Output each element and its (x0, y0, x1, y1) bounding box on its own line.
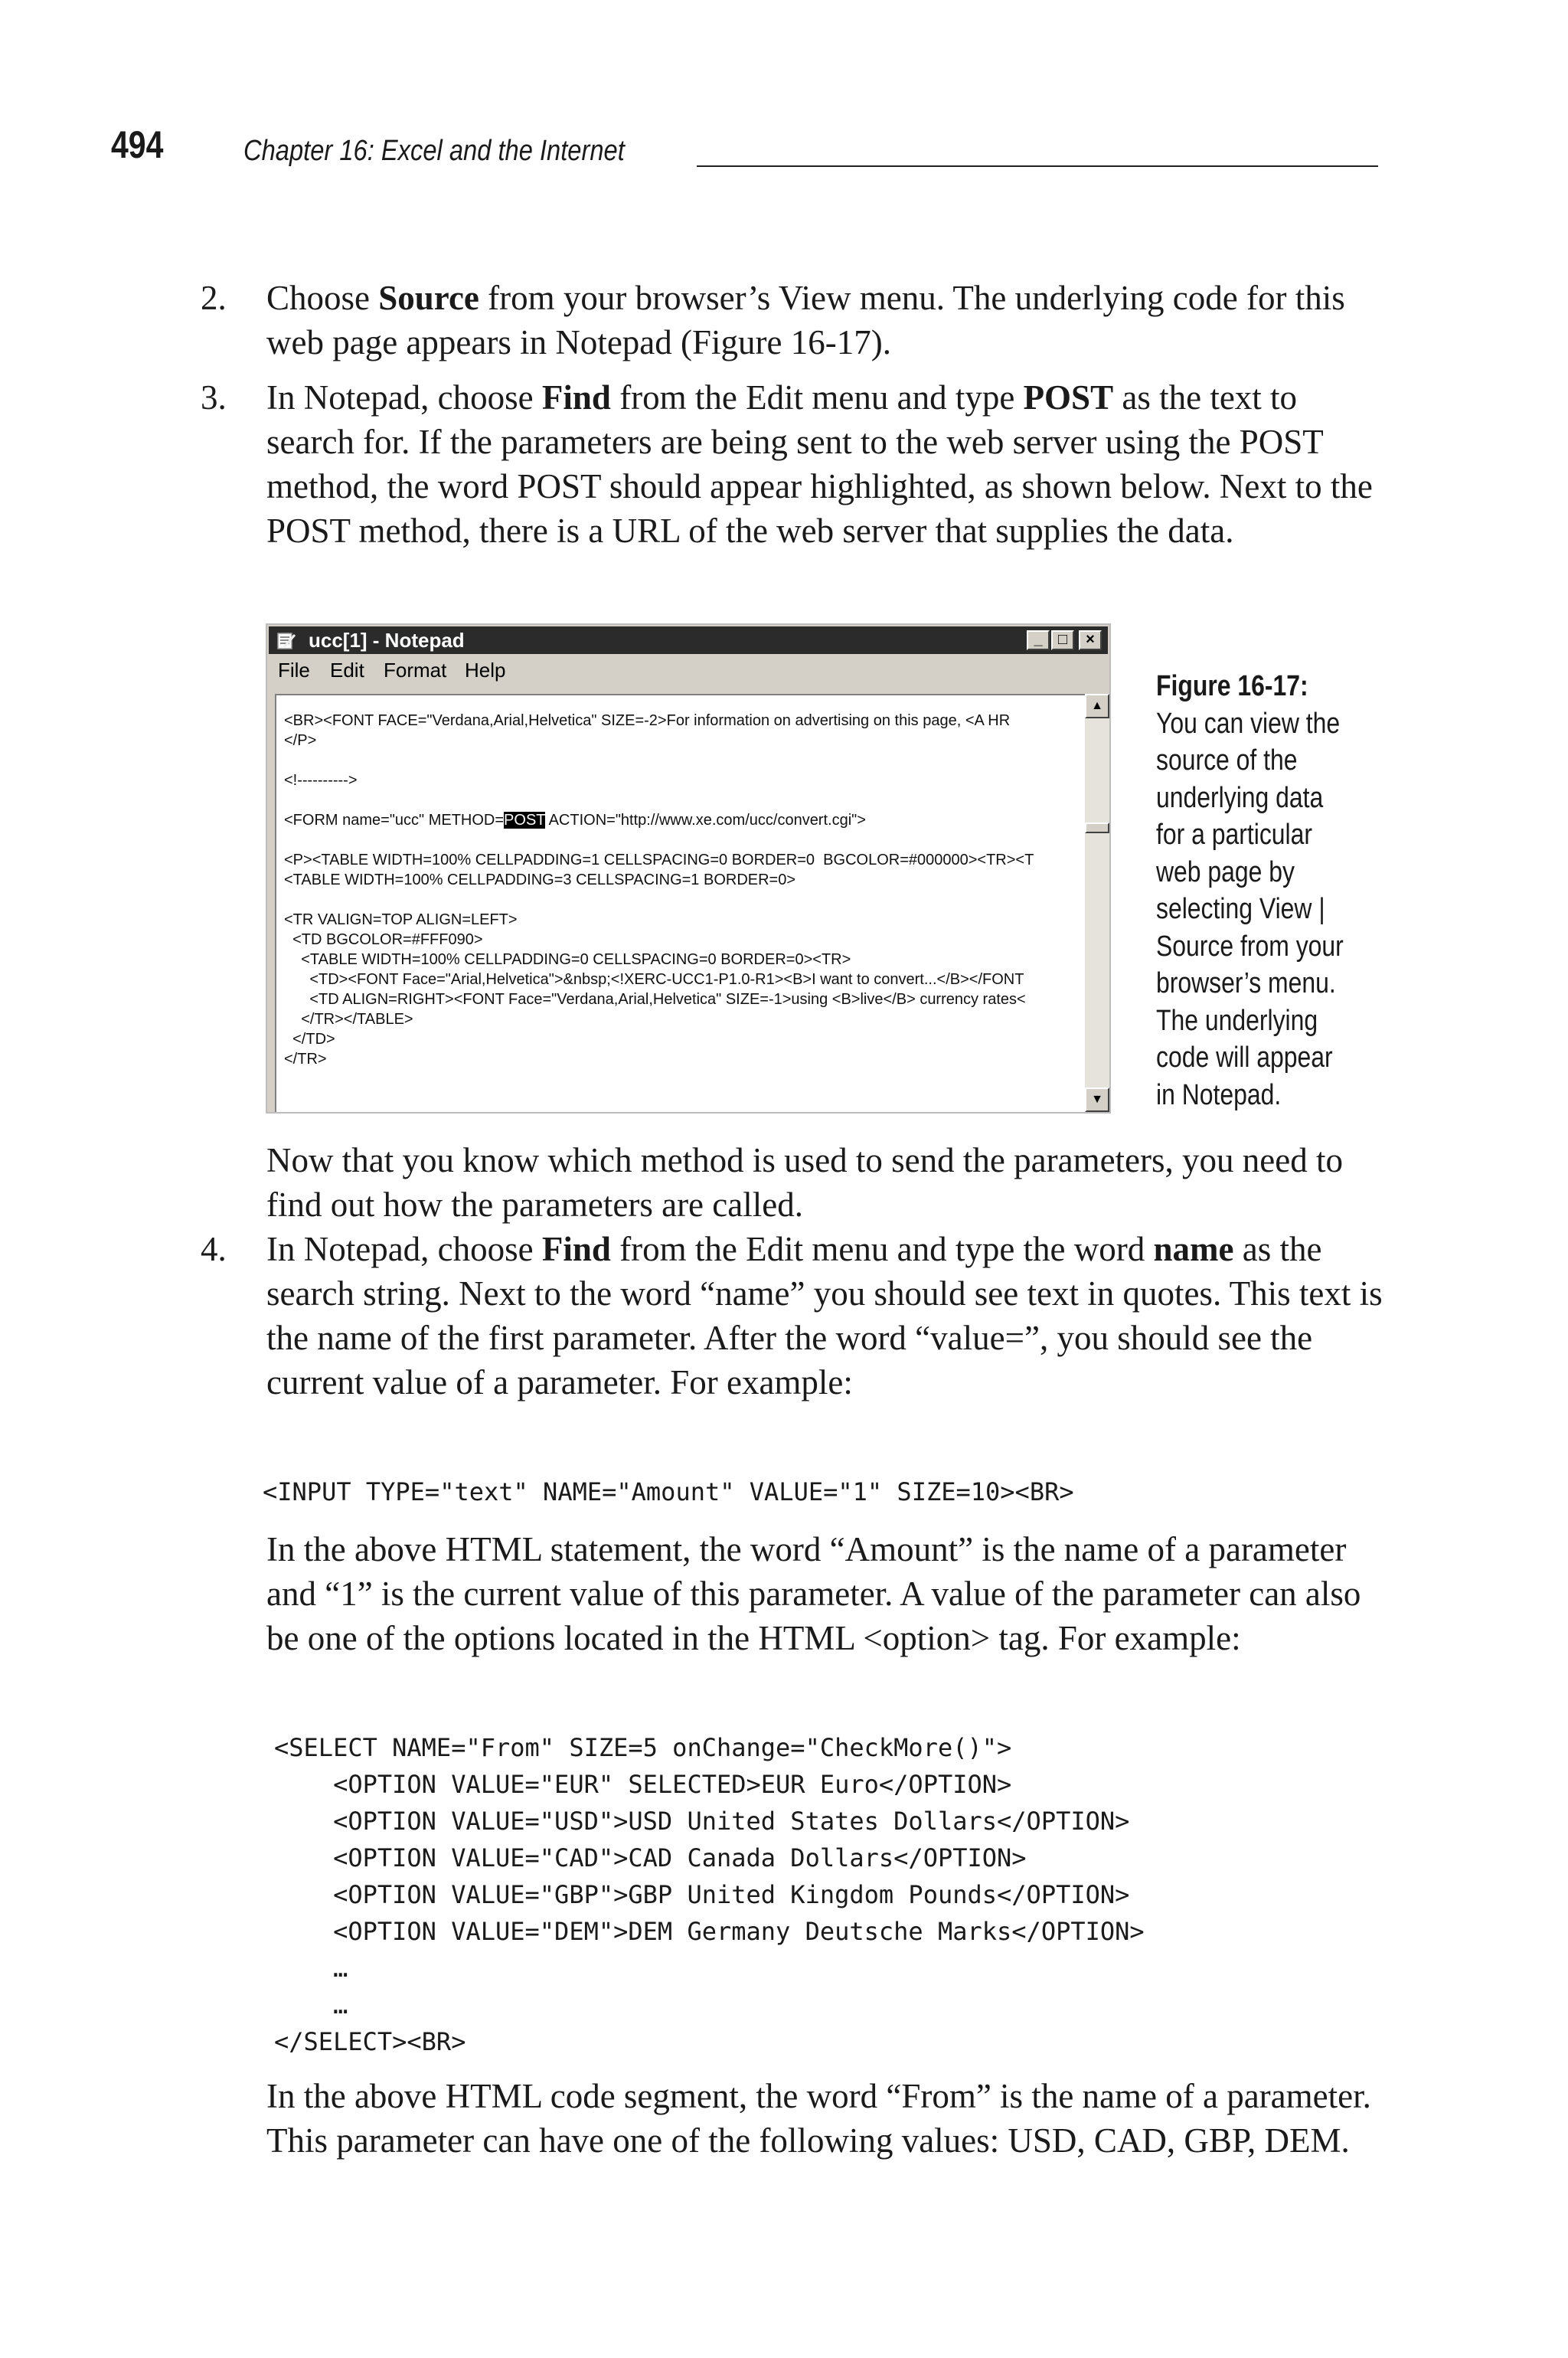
scroll-up-icon[interactable]: ▲ (1085, 694, 1109, 718)
vertical-scrollbar[interactable] (1085, 694, 1109, 1112)
code-select-line: <OPTION VALUE="GBP">GBP United Kingdom Pounds</OPTION> (274, 1880, 1130, 1909)
source-line: </TR></TABLE> (284, 1011, 413, 1028)
code-input-line: <INPUT TYPE="text" NAME="Amount" VALUE="1" SIZE=10><BR> (263, 1477, 1074, 1506)
notepad-menubar (269, 656, 1108, 685)
notepad-window (266, 623, 1111, 1114)
step-text: Choose Source from your browser’s View menu. The underlying code for this web page appears in Notepad (Figure 16-17). (266, 279, 1345, 361)
scroll-down-icon[interactable]: ▼ (1085, 1087, 1109, 1112)
source-line: <!----------> (284, 772, 358, 789)
source-line: <TR VALIGN=TOP ALIGN=LEFT> (284, 911, 518, 928)
caption-line: in Notepad. (1156, 1078, 1282, 1111)
code-select-line: <OPTION VALUE="CAD">CAD Canada Dollars</OPTION> (274, 1843, 1027, 1872)
page-header (111, 123, 1382, 176)
bold-term: POST (1023, 378, 1114, 417)
menu-file[interactable]: File (278, 659, 310, 682)
code-select-line: <SELECT NAME="From" SIZE=5 onChange="CheckMore()"> (274, 1733, 1012, 1762)
notepad-titlebar (269, 626, 1108, 654)
menu-edit[interactable]: Edit (330, 659, 364, 682)
caption-line: source of the (1156, 744, 1298, 777)
page-number: 494 (111, 123, 164, 166)
code-select-line: </SELECT><BR> (274, 2027, 466, 2056)
chapter-title: Chapter 16: Excel and the Internet (243, 135, 625, 167)
source-line: </P> (284, 732, 317, 749)
code-select-line: … (274, 1954, 348, 1983)
notepad-icon (276, 630, 296, 650)
source-line: <BR><FONT FACE="Verdana,Arial,Helvetica" SIZE=-2>For information on advertising on this page, <A HR (284, 712, 1011, 729)
bold-term: name (1153, 1230, 1234, 1268)
caption-line: web page by (1156, 855, 1295, 888)
bold-term: Find (541, 378, 611, 417)
code-select-line: <OPTION VALUE="USD">USD United States Dollars</OPTION> (274, 1807, 1130, 1836)
caption-line: code will appear (1156, 1042, 1333, 1074)
source-line: <TABLE WIDTH=100% CELLPADDING=0 CELLSPACING=0 BORDER=0><TR> (284, 951, 851, 968)
bold-term: Find (541, 1230, 611, 1268)
caption-line: for a particular (1156, 819, 1313, 851)
close-button[interactable]: × (1079, 630, 1102, 650)
code-select-line: … (274, 1990, 348, 2020)
menu-format[interactable]: Format (384, 659, 447, 682)
source-line: </TR> (284, 1051, 327, 1068)
notepad-text-area[interactable] (275, 694, 1085, 1112)
header-rule (697, 165, 1378, 167)
code-select-line: <OPTION VALUE="DEM">DEM Germany Deutsche Marks</OPTION> (274, 1917, 1145, 1946)
step-number: 4. (201, 1230, 227, 1268)
paragraph-method-known: Now that you know which method is used to send the parameters, you need to find out how the parameters are called. (266, 1141, 1343, 1224)
source-line: <TD BGCOLOR=#FFF090> (284, 931, 483, 948)
source-line: <TABLE WIDTH=100% CELLPADDING=3 CELLSPACING=1 BORDER=0> (284, 872, 796, 888)
step-text: In Notepad, choose Find from the Edit menu and type POST as the text to search for. If the parameters are being sent to the web server using the POST method, the word POST should appear highlighted, as shown below. Next to the POST method, there is a URL of the web server that supplies the data. (266, 378, 1373, 550)
source-line-form: <FORM name="ucc" METHOD=POST ACTION="http://www.xe.com/ucc/convert.cgi"> (284, 812, 866, 829)
step-number: 3. (201, 378, 227, 417)
source-line: </TD> (284, 1031, 335, 1048)
caption-line: Source from your (1156, 930, 1344, 963)
code-select-line: <OPTION VALUE="EUR" SELECTED>EUR Euro</OPTION> (274, 1770, 1012, 1799)
figure-caption (1156, 668, 1386, 1114)
caption-line: browser’s menu. (1156, 967, 1336, 999)
source-line: <TD><FONT Face="Arial,Helvetica">&nbsp;<!XERC-UCC1-P1.0-R1><B>I want to convert...</B></FONT (284, 971, 1024, 988)
post-highlight: POST (504, 812, 546, 829)
step-text: In Notepad, choose Find from the Edit menu and type the word name as the search string. Next to the word “name” you should see text in quotes. This text is the name of the first parameter. After the word “value=”, you should see the current value of a parameter. For example: (266, 1230, 1383, 1401)
menu-help[interactable]: Help (465, 659, 506, 682)
paragraph-above-html: In the above HTML statement, the word “Amount” is the name of a parameter and “1” is the current value of this parameter. A value of the parameter can also be one of the options located in the HTML <option> tag. For example: (266, 1530, 1361, 1657)
step-number: 2. (201, 279, 227, 317)
bold-term: Source (378, 279, 479, 317)
notepad-title: ucc[1] - Notepad (309, 629, 465, 652)
source-line: <TD ALIGN=RIGHT><FONT Face="Verdana,Arial,Helvetica" SIZE=-1>using <B>live</B> currency rates< (284, 991, 1026, 1008)
caption-line: underlying data (1156, 781, 1324, 814)
maximize-button[interactable]: □ (1051, 630, 1074, 650)
paragraph-above-segment: In the above HTML code segment, the word “From” is the name of a parameter. This parameter can have one of the following values: USD, CAD, GBP, DEM. (266, 2077, 1371, 2160)
caption-line: The underlying (1156, 1004, 1318, 1037)
caption-line: You can view the (1156, 707, 1341, 740)
scroll-thumb[interactable] (1085, 823, 1109, 833)
minimize-button[interactable]: _ (1027, 630, 1050, 650)
figure-label: Figure 16-17: (1156, 670, 1308, 702)
caption-line: selecting View | (1156, 893, 1325, 925)
source-line: <P><TABLE WIDTH=100% CELLPADDING=1 CELLSPACING=0 BORDER=0 BGCOLOR=#000000><TR><T (284, 852, 1034, 868)
